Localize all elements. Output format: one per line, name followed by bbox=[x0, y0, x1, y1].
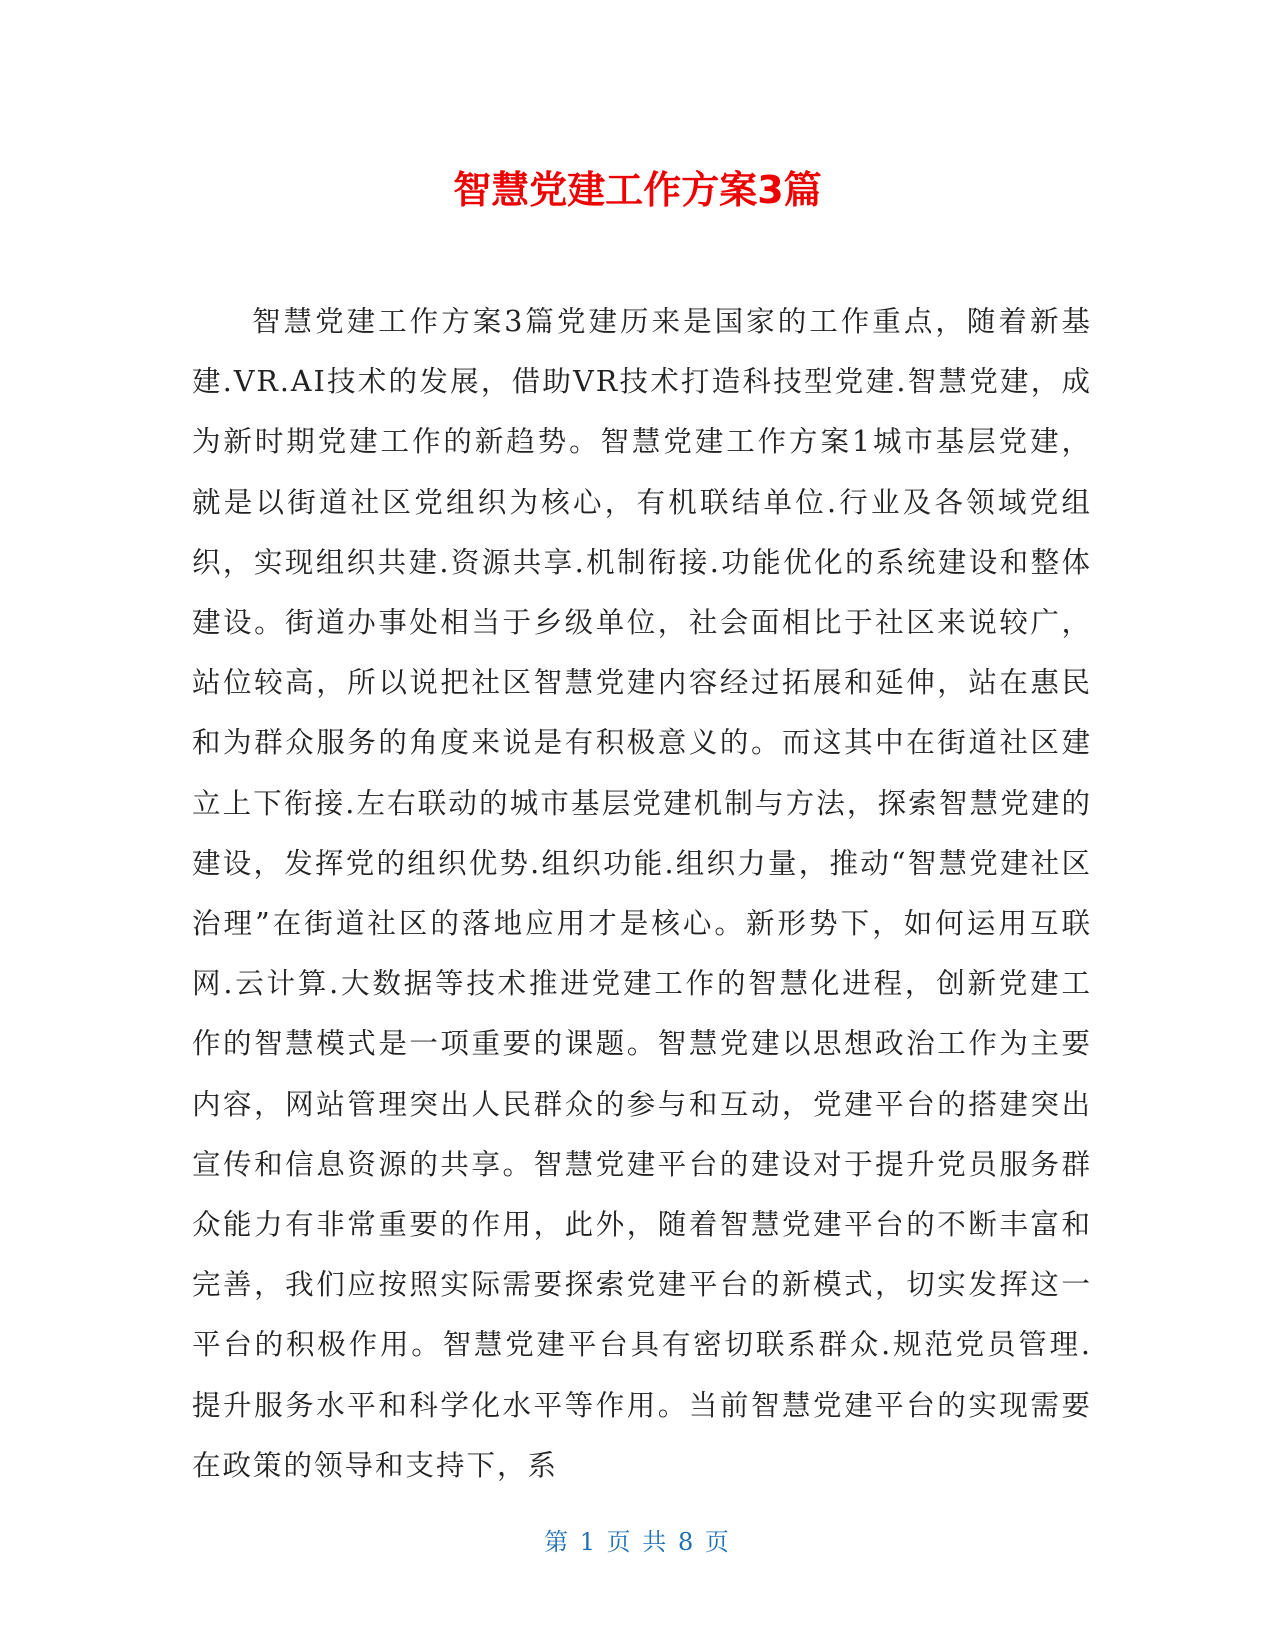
page-footer: 第 1 页 共 8 页 bbox=[544, 1528, 731, 1556]
document-body-paragraph: 智慧党建工作方案3篇党建历来是国家的工作重点，随着新基建.VR.AI技术的发展，借助VR技术打造科技型党建.智慧党建，成为新时期党建工作的新趋势。智慧党建工作方案1城市基层党建，就是以街道社区党组织为核心，有机联结单位.行业及各领域党组织，实现组织共建.资源共享.机制衔接.功能优化的系统建设和整体建设。街道办事处相当于乡级单位，社会面相比于社区来说较广，站位较高，所以说把社区智慧党建内容经过拓展和延伸，站在惠民和为群众服务的角度来说是有积极意义的。而这其中在街道社区建立上下衔接.左右联动的城市基层党建机制与方法，探索智慧党建的建设，发挥党的组织优势.组织功能.组织力量，推动“智慧党建社区治理”在街道社区的落地应用才是核心。新形势下，如何运用互联网.云计算.大数据等技术推进党建工作的智慧化进程，创新党建工作的智慧模式是一项重要的课题。智慧党建以思想政治工作为主要内容，网站管理突出人民群众的参与和互动，党建平台的搭建突出宣传和信息资源的共享。智慧党建平台的建设对于提升党员服务群众能力有非常重要的作用，此外，随着智慧党建平台的不断丰富和完善，我们应按照实际需要探索党建平台的新模式，切实发挥这一平台的积极作用。智慧党建平台具有密切联系群众.规范党员管理.提升服务水平和科学化水平等作用。当前智慧党建平台的实现需要在政策的领导和支持下，系 bbox=[192, 305, 1092, 1482]
document-title: 智慧党建工作方案3篇 bbox=[453, 168, 822, 212]
